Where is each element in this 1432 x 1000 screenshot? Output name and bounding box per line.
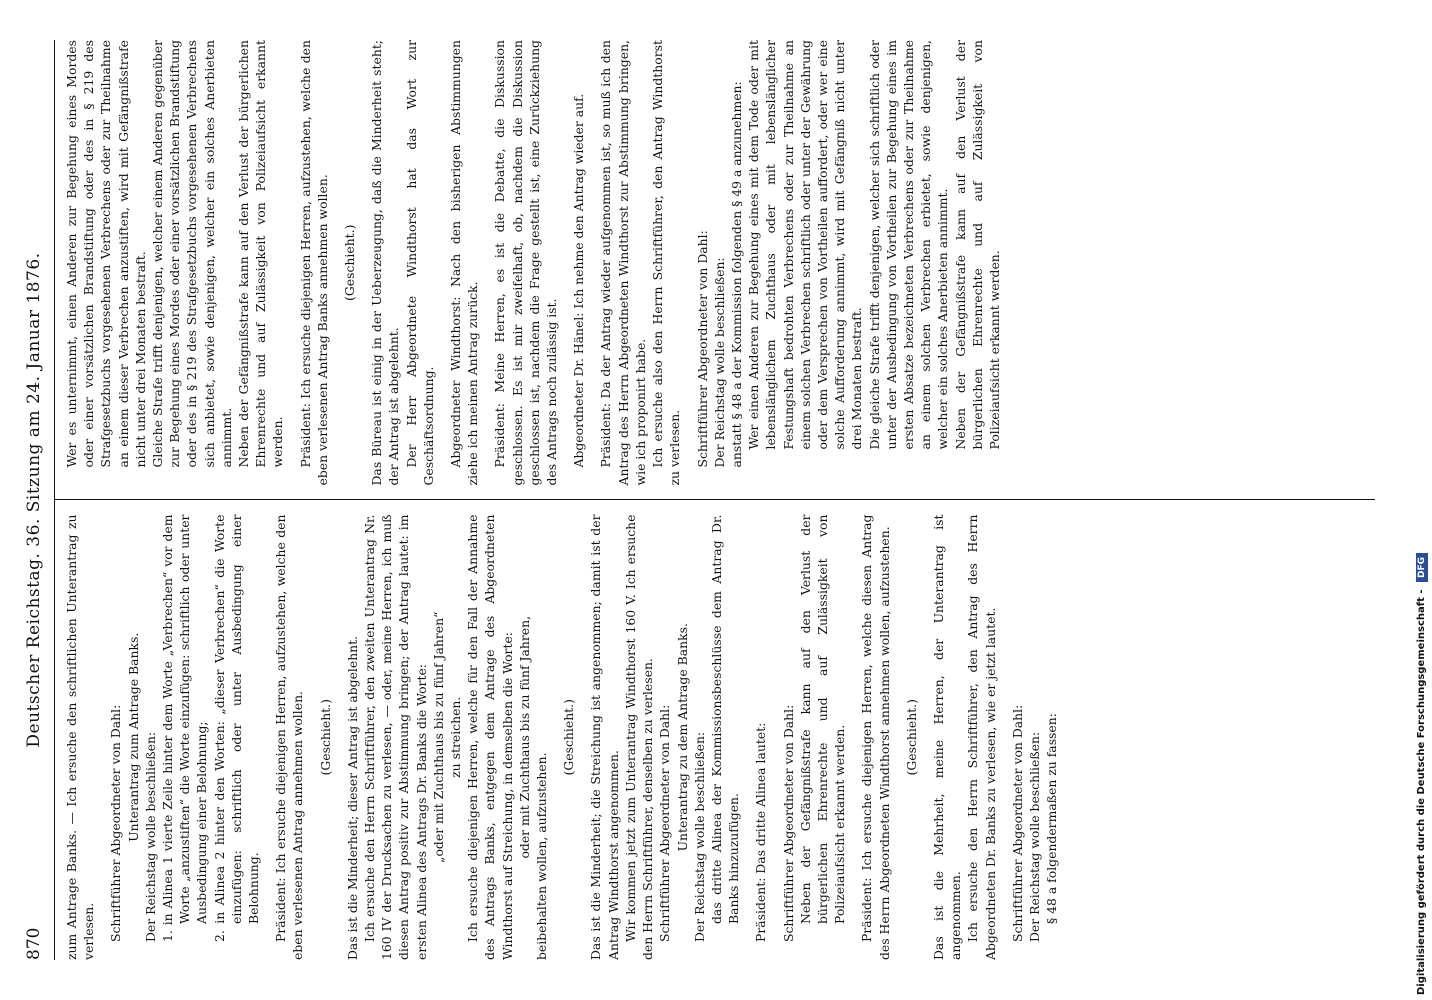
paragraph: Der Reichstag wolle beschließen: bbox=[691, 731, 707, 942]
paragraph: Neben der Gefängnißstrafe kann auf den Verlust der bürgerlichen Ehrenrechte und auf Zulässigkeit von Polizeiaufsicht erkannt werden. bbox=[952, 40, 1002, 450]
paragraph: Präsident: Das dritte Alinea lautet: bbox=[753, 722, 769, 942]
paragraph: Ich ersuche den Herrn Schriftführer, den Antrag des Herrn Abgeordneten Dr. Banks zu verlesen, wie er jetzt lautet. bbox=[965, 514, 998, 960]
paragraph: (Geschieht.) bbox=[561, 699, 577, 776]
paragraph: Das Büreau ist einig in der Ueberzeugung, daß die Minderheit steht; der Antrag ist abgelehnt. bbox=[369, 40, 402, 486]
running-title: Deutscher Reichstag. 36. Sitzung am 24. Januar 1876. bbox=[24, 252, 44, 748]
paragraph: Präsident: Meine Herren, es ist die Debatte, die Diskussion geschlossen. Es ist mir zweifelhaft, ob, nachdem die Diskussion geschlossen ist, nachdem die Frage gestellt ist, eine Zurückziehung des Antrags noch zulässig ist. bbox=[492, 40, 560, 486]
paragraph: „oder mit Zuchthaus bis zu fünf Jahren“ bbox=[430, 611, 446, 863]
paragraph: Wer es unternimmt, einen Anderen zur Begehung eines Mordes oder einer vorsätzlichen Brandstiftung oder des in § 219 des Strafgesetzbuchs vorgesehenen Verbrechens oder zur Theilnahme an einem dieser Verbrechen anzustiften, wird mit Gefängnißstrafe nicht unter drei Monaten bestraft. bbox=[64, 40, 148, 468]
paragraph: Wer einen Anderen zur Begehung eines mit dem Tode oder mit lebenslänglichem Zuchthaus oder mit lebenslänglicher Festungshaft bedrohten Verbrechens oder zur Theilnahme an einem solchen Verbrechen schriftlich oder unter der Gewährung oder dem Versprechen von Vortheilen auffordert, oder wer eine solche Aufforderung annimmt, wird mit Gefängniß nicht unter drei Monaten bestraft. bbox=[746, 40, 865, 450]
dfg-logo: DFG bbox=[1416, 553, 1428, 582]
paragraph: Präsident: Ich ersuche diejenigen Herren, aufzustehen, welche den eben verlesenen Antrag annehmen wollen. bbox=[273, 514, 306, 960]
paragraph: 1. in Alinea 1 vierte Zeile hinter dem Worte „Verbrechen“ vor dem Worte „anzustiften“ die Worte einzufügen: schriftlich oder unter Ausbedingung einer Belohnung; bbox=[160, 514, 210, 942]
paragraph: Der Reichstag wolle beschließen: bbox=[711, 257, 727, 468]
paragraph: beibehalten wollen, aufzustehen. bbox=[534, 752, 550, 960]
paragraph: Das ist die Minderheit; dieser Antrag ist abgelehnt. bbox=[344, 635, 360, 960]
paragraph: (Geschieht.) bbox=[342, 224, 358, 301]
paragraph: Neben der Gefängnißstrafe kann auf den Verlust der bürgerlichen Ehrenrechte und auf Zulässigkeit von Polizeiaufsicht erkannt werden. bbox=[236, 40, 286, 468]
paragraph: Das ist die Minderheit; die Streichung ist angenommen; damit ist der Antrag Windthorst angenommen. bbox=[588, 514, 621, 960]
paragraph: Der Herr Abgeordnete Windthorst hat das Wort zur Geschäftsordnung. bbox=[403, 40, 436, 486]
paragraph: Schriftführer Abgeordneter von Dahl: bbox=[694, 230, 710, 468]
paragraph: Präsident: Ich ersuche diejenigen Herren, welche diesen Antrag des Herrn Abgeordneten Windthorst annehmen wollen, aufzustehen. bbox=[859, 514, 892, 960]
paragraph: Unterantrag zu dem Antrage Banks. bbox=[674, 623, 690, 852]
paragraph: zum Antrage Banks. — Ich ersuche den schriftlichen Unterantrag zu verlesen. bbox=[64, 514, 97, 960]
paragraph: Die gleiche Strafe trifft denjenigen, welcher sich schriftlich oder unter der Ausbedingung von Vortheilen zur Begehung eines im ersten Absatze bezeichneten Verbrechens oder zur Theilnahme an einem solchen Verbrechen erbietet, sowie denjenigen, welcher ein solches Anerbieten annimmt. bbox=[866, 40, 951, 450]
paragraph: Abgeordneter Windthorst: Nach den bisherigen Abstimmungen ziehe ich meinen Antrag zurück. bbox=[448, 40, 481, 486]
paragraph: Gleiche Strafe trifft denjenigen, welcher einem Anderen gegenüber zur Begehung eines Mordes oder einer vorsätzlichen Brandstiftung oder des in § 219 des Strafgesetzbuchs vorgesehenen Verbrechens sich anbietet, sowie denjenigen, welcher ein solches Anerbieten annimmt. bbox=[150, 40, 234, 468]
paragraph: § 48 a folgendermaßen zu fassen: bbox=[1044, 713, 1060, 924]
paragraph: Unterantrag zum Antrage Banks. bbox=[125, 632, 141, 842]
paragraph: zu streichen. bbox=[448, 696, 464, 778]
page-header bbox=[20, 40, 55, 960]
credit-text: Digitalisierung gefördert durch die Deutsche Forschungsgemeinschaft - bbox=[1416, 589, 1427, 995]
paragraph: das dritte Alinea der Kommissionsbeschlüsse dem Antrag Dr. Banks hinzuzufügen. bbox=[708, 514, 742, 924]
paragraph: Ich ersuche den Herrn Schriftführer, den zweiten Unterantrag Nr. 160 IV der Drucksachen zu verlesen, — oder, meine Herren, ich muß diesen Antrag positiv zur Abstimmung bringen; der Antrag lautet: im ersten Alinea des Antrags Dr. Banks die Worte: bbox=[362, 514, 429, 960]
paragraph: oder mit Zuchthaus bis zu fünf Jahren, bbox=[516, 615, 532, 859]
paragraph: (Geschieht.) bbox=[903, 699, 919, 776]
paragraph: Neben der Gefängnißstrafe kann auf den Verlust der bürgerlichen Ehrenrechte und auf Zulässigkeit von Polizeiaufsicht erkannt werden. bbox=[797, 514, 848, 924]
paragraph: Der Reichstag wolle beschließen: bbox=[1026, 731, 1042, 942]
paragraph: Präsident: Ich ersuche diejenigen Herren, aufzustehen, welche den eben verlesenen Antrag Banks annehmen wollen. bbox=[297, 40, 330, 486]
text-columns bbox=[55, 40, 1375, 960]
paragraph: (Geschieht.) bbox=[317, 699, 333, 776]
paragraph: Ich ersuche also den Herrn Schriftführer, den Antrag Windthorst zu verlesen. bbox=[650, 40, 683, 486]
paragraph: Ich ersuche diejenigen Herren, welche für den Fall der Annahme des Antrags Banks, entgegen dem Antrage des Abgeordneten Windthorst auf Streichung, in demselben die Worte: bbox=[465, 514, 515, 960]
paragraph: 2. in Alinea 2 hinter den Worten: „dieser Verbrechen“ die Worte einzufügen: schriftlich oder unter Ausbedingung einer Belohnung. bbox=[211, 514, 262, 942]
right-column bbox=[55, 40, 1375, 501]
paragraph: Schriftführer Abgeordneter von Dahl: bbox=[657, 704, 673, 942]
paragraph: Wir kommen jetzt zum Unterantrag Windthorst 160 V. Ich ersuche den Herrn Schriftführer, denselben zu verlesen. bbox=[622, 514, 656, 960]
paragraph: Schriftführer Abgeordneter von Dahl: bbox=[780, 704, 796, 942]
digitization-credit bbox=[1416, 553, 1428, 995]
paragraph: Schriftführer Abgeordneter von Dahl: bbox=[108, 704, 124, 942]
left-column bbox=[55, 501, 1375, 961]
paragraph: Der Reichstag wolle beschließen: bbox=[142, 731, 158, 942]
paragraph: Schriftführer Abgeordneter von Dahl: bbox=[1009, 704, 1025, 942]
paragraph: Abgeordneter Dr. Hänel: Ich nehme den Antrag wieder auf. bbox=[571, 93, 587, 468]
paragraph: Das ist die Mehrheit, meine Herren, der Unterantrag ist angenommen. bbox=[930, 514, 964, 960]
page-number: 870 bbox=[24, 927, 44, 960]
paragraph: Präsident: Da der Antrag wieder aufgenommen ist, so muß ich den Antrag des Herrn Abgeordneten Windthorst zur Abstimmung bringen, wie ich proponirt habe. bbox=[598, 40, 648, 486]
paragraph: anstatt § 48 a der Kommission folgenden § 49 a anzunehmen: bbox=[728, 81, 744, 468]
